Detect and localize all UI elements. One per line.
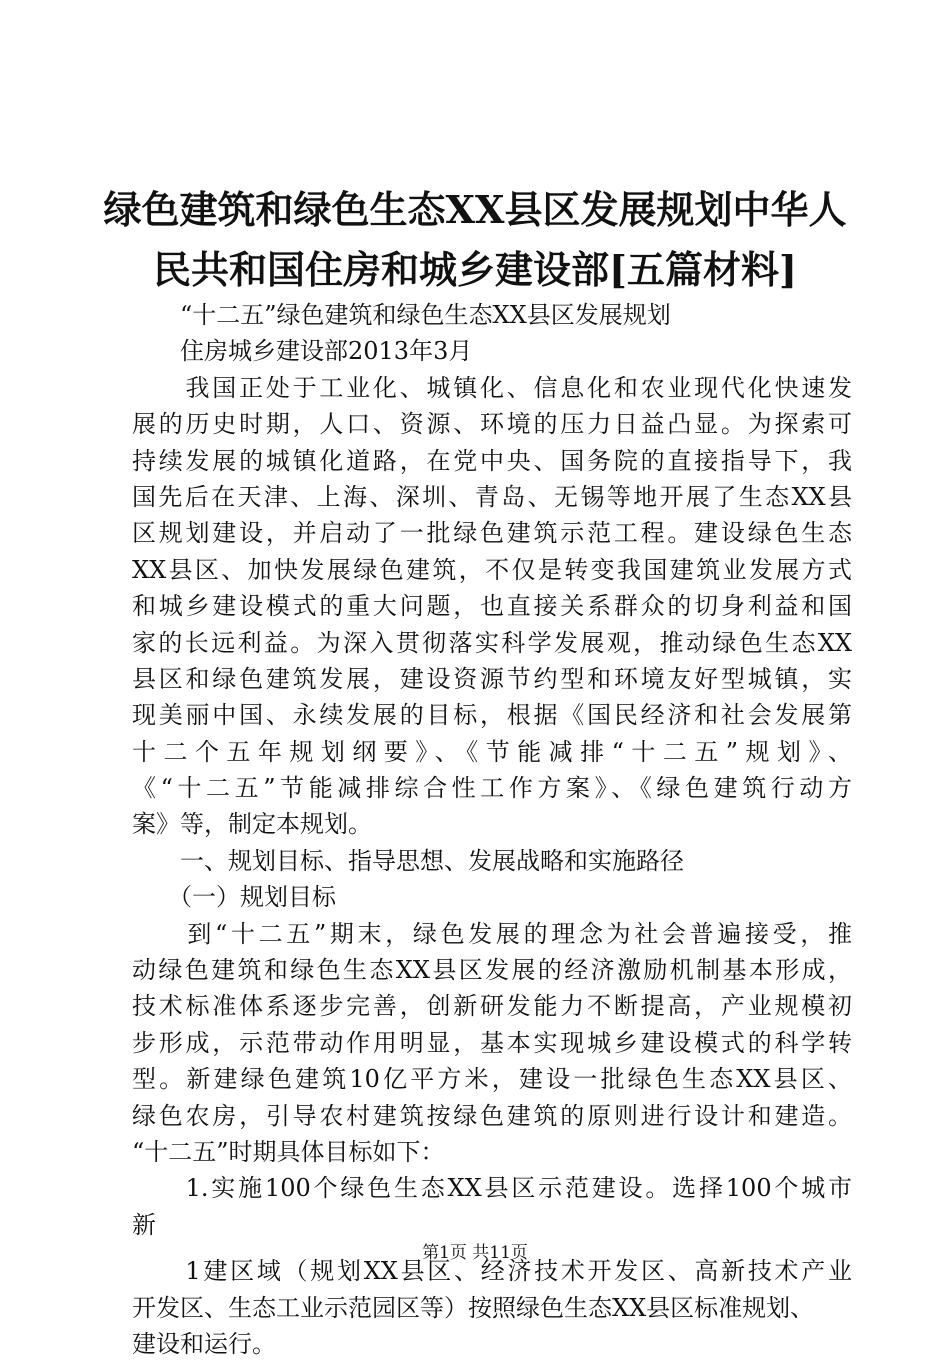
- body-line: 县区和绿色建筑发展，建设资源节约型和环境友好型城镇，实: [132, 664, 852, 693]
- subtitle-line: “十二五”绿色建筑和绿色生态XX县区发展规划: [132, 301, 671, 329]
- body-line: 技术标准体系逐步完善，创新研发能力不断提高，产业规模初: [132, 992, 852, 1021]
- body-line: 《“十二五”节能减排综合性工作方案》、《绿色建筑行动方: [132, 774, 852, 803]
- body-line: 建设和运行。: [132, 1329, 276, 1358]
- body-line: 1建区域（规划XX县区、经济技术开发区、高新技术产业: [132, 1257, 852, 1286]
- body-line: 开发区、生态工业示范园区等）按照绿色生态XX县区标准规划、: [132, 1293, 815, 1322]
- body-line: 家的长远利益。为深入贯彻落实科学发展观，推动绿色生态XX: [132, 628, 852, 657]
- byline: 住房城乡建设部2013年3月: [132, 337, 473, 366]
- subsection-heading: （一）规划目标: [132, 883, 336, 912]
- body-line: 动绿色建筑和绿色生态XX县区发展的经济激励机制基本形成，: [132, 956, 852, 985]
- body-line: 展的历史时期，人口、资源、环境的压力日益凸显。为探索可: [132, 410, 852, 439]
- body-line: XX县区、加快发展绿色建筑，不仅是转变我国建筑业发展方式: [132, 555, 852, 584]
- body-line: 我国正处于工业化、城镇化、信息化和农业现代化快速发: [132, 373, 852, 402]
- body-line: 国先后在天津、上海、深圳、青岛、无锡等地开展了生态XX县: [132, 482, 852, 511]
- document-title-line-2: 民共和国住房和城乡建设部[五篇材料]: [153, 247, 797, 292]
- body-line: 持续发展的城镇化道路，在党中央、国务院的直接指导下，我: [132, 446, 852, 475]
- body-line: 1.实施100个绿色生态XX县区示范建设。选择100个城市: [132, 1174, 852, 1203]
- body-line: 新: [132, 1210, 156, 1239]
- body-line: 型。新建绿色建筑10亿平方米，建设一批绿色生态XX县区、: [132, 1065, 852, 1094]
- body-line: 步形成，示范带动作用明显，基本实现城乡建设模式的科学转: [132, 1028, 852, 1057]
- document-body: [132, 297, 852, 1362]
- body-line: 和城乡建设模式的重大问题，也直接关系群众的切身利益和国: [132, 592, 852, 621]
- body-line: 十二个五年规划纲要》、《节能减排“十二五”规划》、: [132, 737, 852, 766]
- document-title-line-1: 绿色建筑和绿色生态XX县区发展规划中华人: [103, 187, 847, 232]
- page-footer: 第1页 共11页: [422, 1243, 528, 1263]
- section-heading: 一、规划目标、指导思想、发展战略和实施路径: [132, 846, 684, 875]
- body-line: 区规划建设，并启动了一批绿色建筑示范工程。建设绿色生态: [132, 519, 852, 548]
- body-line: 到“十二五”期末，绿色发展的理念为社会普遍接受，推: [132, 919, 852, 948]
- body-line: 案》等，制定本规划。: [132, 810, 372, 839]
- body-line: “十二五”时期具体目标如下：: [132, 1137, 445, 1166]
- body-line: 绿色农房，引导农村建筑按绿色建筑的原则进行设计和建造。: [132, 1101, 852, 1130]
- body-line: 现美丽中国、永续发展的目标，根据《国民经济和社会发展第: [132, 701, 852, 730]
